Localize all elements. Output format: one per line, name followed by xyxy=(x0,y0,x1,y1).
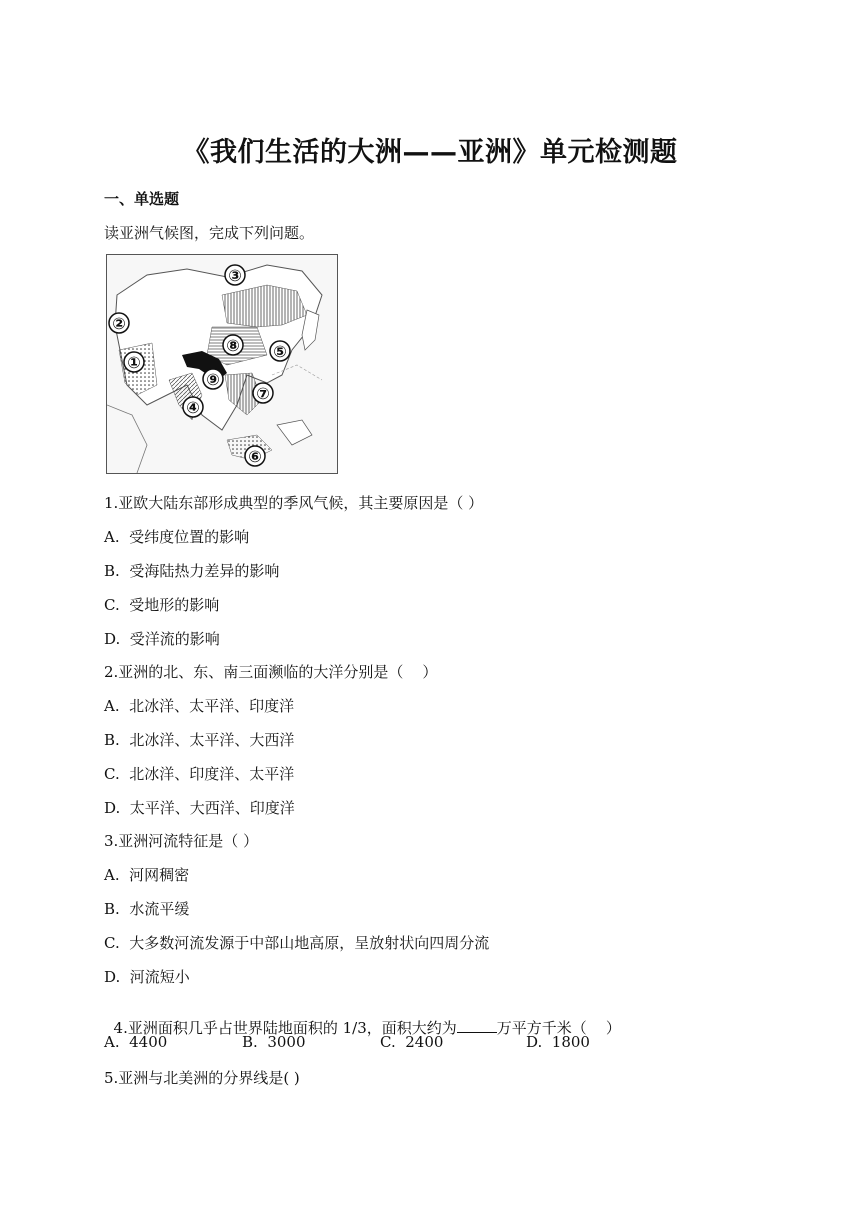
question-2-option-c[interactable]: C. 北冰洋、印度洋、太平洋 xyxy=(104,765,295,783)
question-2-option-b[interactable]: B. 北冰洋、太平洋、大西洋 xyxy=(104,731,295,749)
map-label-4: ④ xyxy=(186,398,200,417)
question-4-option-d[interactable]: D. 1800 xyxy=(526,1033,590,1051)
question-4-option-b[interactable]: B. 3000 xyxy=(242,1033,306,1051)
map-label-2: ② xyxy=(112,314,126,333)
question-1-stem: 1.亚欧大陆东部形成典型的季风气候，其主要原因是（ ） xyxy=(104,494,484,512)
answer-blank[interactable] xyxy=(457,1018,497,1033)
section-heading: 一、单选题 xyxy=(104,190,180,208)
question-5-stem: 5.亚洲与北美洲的分界线是( ) xyxy=(104,1069,300,1087)
question-3-stem: 3.亚洲河流特征是（ ） xyxy=(104,832,259,850)
question-4-stem-after: 万平方千米（ ） xyxy=(496,1019,621,1037)
question-1-option-c[interactable]: C. 受地形的影响 xyxy=(104,596,220,614)
question-3-option-c[interactable]: C. 大多数河流发源于中部山地高原，呈放射状向四周分流 xyxy=(104,934,490,952)
question-1-option-d[interactable]: D. 受洋流的影响 xyxy=(104,630,220,648)
question-2-option-a[interactable]: A. 北冰洋、太平洋、印度洋 xyxy=(104,697,295,715)
intro-text: 读亚洲气候图，完成下列问题。 xyxy=(104,224,315,242)
asia-climate-map-drawing xyxy=(107,255,337,473)
asia-climate-map xyxy=(106,254,338,474)
page-title: 《我们生活的大洲——亚洲》单元检测题 xyxy=(182,137,678,168)
question-1-option-a[interactable]: A. 受纬度位置的影响 xyxy=(104,528,250,546)
question-4-option-a[interactable]: A. 4400 xyxy=(104,1033,168,1051)
question-4-stem-before: 4.亚洲面积几乎占世界陆地面积的 1/3，面积大约为 xyxy=(113,1019,457,1037)
map-label-5: ⑤ xyxy=(273,342,287,361)
question-3-option-a[interactable]: A. 河网稠密 xyxy=(104,866,190,884)
question-2-option-d[interactable]: D. 太平洋、大西洋、印度洋 xyxy=(104,799,295,817)
map-label-8: ⑧ xyxy=(226,336,240,355)
question-3-option-d[interactable]: D. 河流短小 xyxy=(104,968,190,986)
question-1-option-b[interactable]: B. 受海陆热力差异的影响 xyxy=(104,562,280,580)
map-label-1: ① xyxy=(127,353,141,372)
map-label-3: ③ xyxy=(228,266,242,285)
map-label-9: ⑨ xyxy=(206,370,220,389)
question-3-option-b[interactable]: B. 水流平缓 xyxy=(104,900,190,918)
map-label-7: ⑦ xyxy=(256,384,270,403)
question-4-option-c[interactable]: C. 2400 xyxy=(380,1033,444,1051)
map-label-6: ⑥ xyxy=(248,447,262,466)
question-2-stem: 2.亚洲的北、东、南三面濒临的大洋分别是（ ） xyxy=(104,663,438,681)
